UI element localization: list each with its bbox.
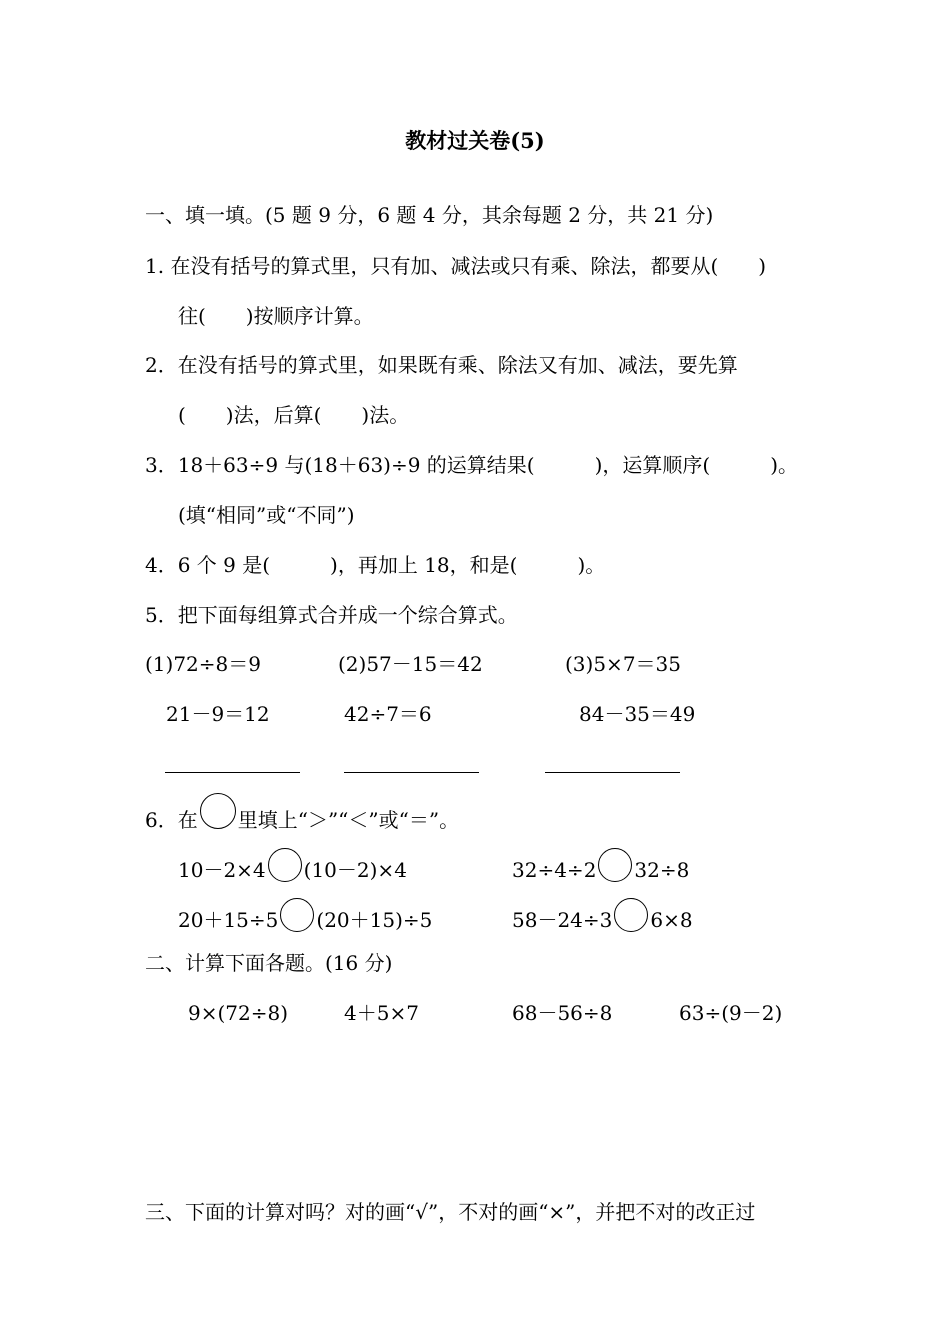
q6-item-1	[178, 858, 407, 882]
q6-prefix: 6．在	[145, 808, 198, 832]
q6-item-1-right: (10－2)×4	[303, 858, 407, 882]
q6-item-3	[178, 908, 432, 932]
calc-item-3: 68－56÷8	[512, 1001, 613, 1025]
compare-circle-2[interactable]	[598, 848, 632, 882]
q2-line1: 2．在没有括号的算式里，如果既有乘、除法又有加、减法，要先算	[145, 353, 738, 377]
compare-circle-1[interactable]	[268, 848, 302, 882]
q6-suffix: 里填上“＞”“＜”或“＝”。	[237, 808, 460, 832]
q6-item-4-left: 58－24÷3	[512, 908, 613, 932]
q6-instruction	[145, 808, 459, 832]
q6-item-3-right: (20＋15)÷5	[316, 908, 433, 932]
compare-circle-4[interactable]	[614, 898, 648, 932]
q3-line1: 3．18＋63÷9 与(18＋63)÷9 的运算结果( )，运算顺序( )。	[145, 453, 799, 477]
q3-line2: (填“相同”或“不同”)	[178, 503, 355, 527]
q5-group3-eq1: (3)5×7＝35	[565, 652, 681, 676]
q1-line2: 往( )按顺序计算。	[178, 304, 374, 328]
q5-group3-eq2: 84－35＝49	[579, 702, 696, 726]
q6-item-1-left: 10－2×4	[178, 858, 266, 882]
q6-item-3-left: 20＋15÷5	[178, 908, 279, 932]
q5-group1-eq2: 21－9＝12	[166, 702, 270, 726]
q5-line1: 5．把下面每组算式合并成一个综合算式。	[145, 603, 518, 627]
q5-answer-line-2[interactable]	[344, 772, 479, 773]
q1-line1: 1. 在没有括号的算式里，只有加、减法或只有乘、除法，都要从( )	[145, 254, 767, 278]
section3-heading: 三、下面的计算对吗？对的画“√”，不对的画“×”，并把不对的改正过	[145, 1200, 756, 1224]
q6-item-2	[512, 858, 689, 882]
q4-line1: 4．6 个 9 是( )，再加上 18，和是( )。	[145, 553, 606, 577]
section2-heading: 二、计算下面各题。(16 分)	[145, 951, 393, 975]
calc-item-1: 9×(72÷8)	[188, 1001, 289, 1025]
circle-icon	[200, 793, 236, 829]
q5-group2-eq2: 42÷7＝6	[344, 702, 432, 726]
compare-circle-3[interactable]	[280, 898, 314, 932]
q6-item-4-right: 6×8	[650, 908, 693, 932]
q6-item-2-right: 32÷8	[634, 858, 690, 882]
page-title: 教材过关卷(5)	[405, 128, 545, 153]
q5-group1-eq1: (1)72÷8＝9	[145, 652, 261, 676]
q2-line2: ( )法，后算( )法。	[178, 403, 410, 427]
q5-answer-line-3[interactable]	[545, 772, 680, 773]
q6-item-4	[512, 908, 693, 932]
q6-item-2-left: 32÷4÷2	[512, 858, 597, 882]
q5-answer-line-1[interactable]	[165, 772, 300, 773]
calc-item-4: 63÷(9－2)	[679, 1001, 783, 1025]
calc-item-2: 4＋5×7	[344, 1001, 419, 1025]
section1-heading: 一、填一填。(5 题 9 分，6 题 4 分，其余每题 2 分，共 21 分)	[145, 203, 714, 227]
q5-group2-eq1: (2)57－15＝42	[338, 652, 483, 676]
